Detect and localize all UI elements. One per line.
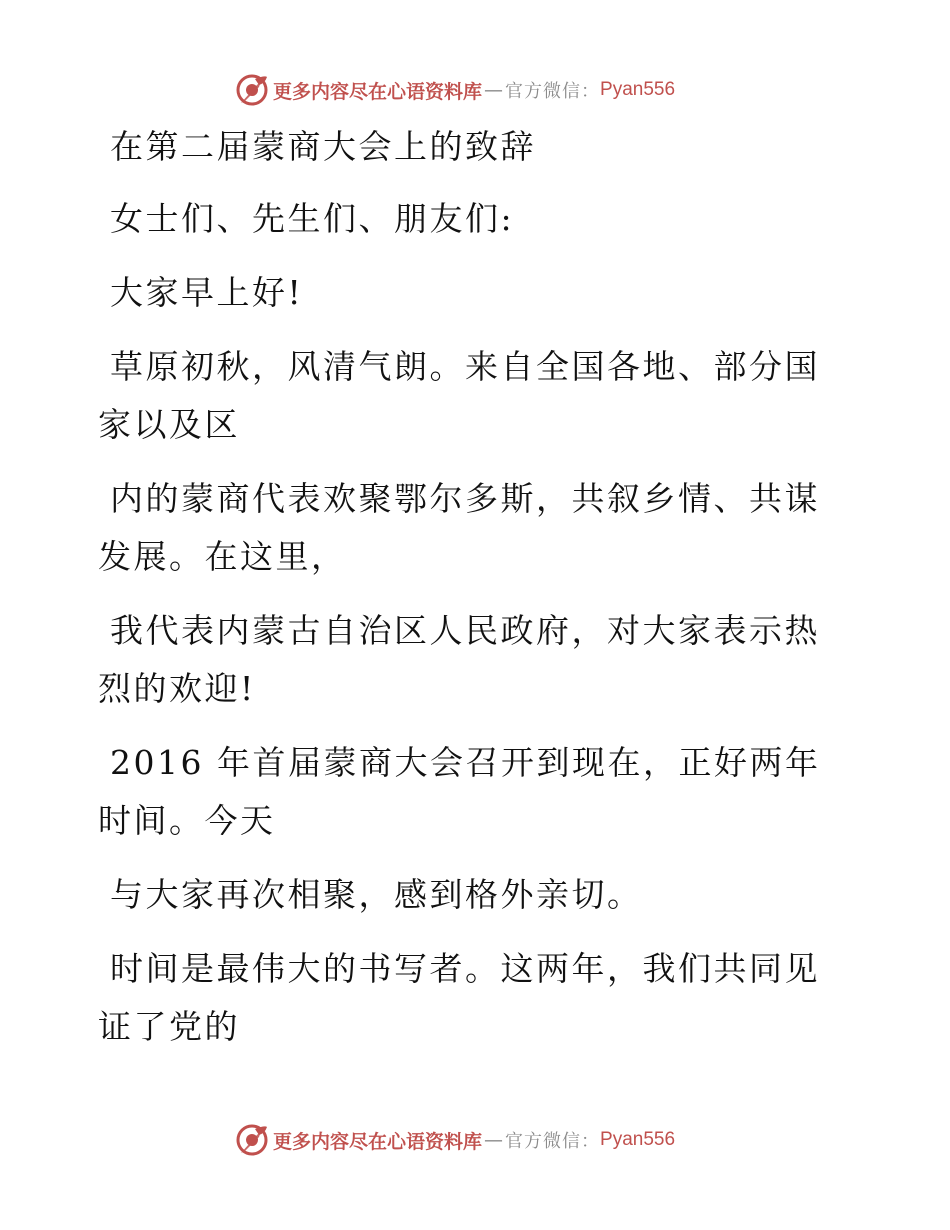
body-paragraph: 时间是最伟大的书写者。这两年，我们共同见证了党的 (98, 949, 820, 1046)
watermark-wechat-id: Pyan556 (600, 79, 676, 100)
body-paragraph: 与大家再次相聚，感到格外亲切。 (110, 875, 643, 914)
watermark-dash: — (484, 1129, 504, 1151)
watermark-dash: — (484, 79, 504, 101)
footer-watermark (235, 1123, 675, 1157)
quill-pen-logo-icon (235, 73, 269, 107)
watermark-wechat-id: Pyan556 (600, 1129, 676, 1150)
watermark-label: 官方微信： (505, 81, 601, 102)
document-title: 在第二届蒙商大会上的致辞 (110, 127, 536, 166)
body-paragraph: 内的蒙商代表欢聚鄂尔多斯，共叙乡情、共谋发展。在这里， (98, 479, 820, 576)
watermark-brand-text: 更多内容尽在心语资料库 (273, 80, 483, 103)
watermark-label: 官方微信： (505, 1131, 601, 1152)
salutation-paragraph: 女士们、先生们、朋友们: (110, 199, 515, 238)
body-paragraph: 2016 年首届蒙商大会召开到现在，正好两年时间。今天 (98, 743, 821, 840)
quill-pen-logo-icon (235, 1123, 269, 1157)
body-paragraph: 草原初秋，风清气朗。来自全国各地、部分国家以及区 (98, 347, 820, 444)
greeting-paragraph: 大家早上好! (110, 273, 304, 312)
body-paragraph: 我代表内蒙古自治区人民政府，对大家表示热烈的欢迎! (98, 611, 820, 708)
watermark-brand-text: 更多内容尽在心语资料库 (273, 1130, 483, 1153)
header-watermark (235, 73, 675, 107)
document-body (98, 118, 838, 1072)
